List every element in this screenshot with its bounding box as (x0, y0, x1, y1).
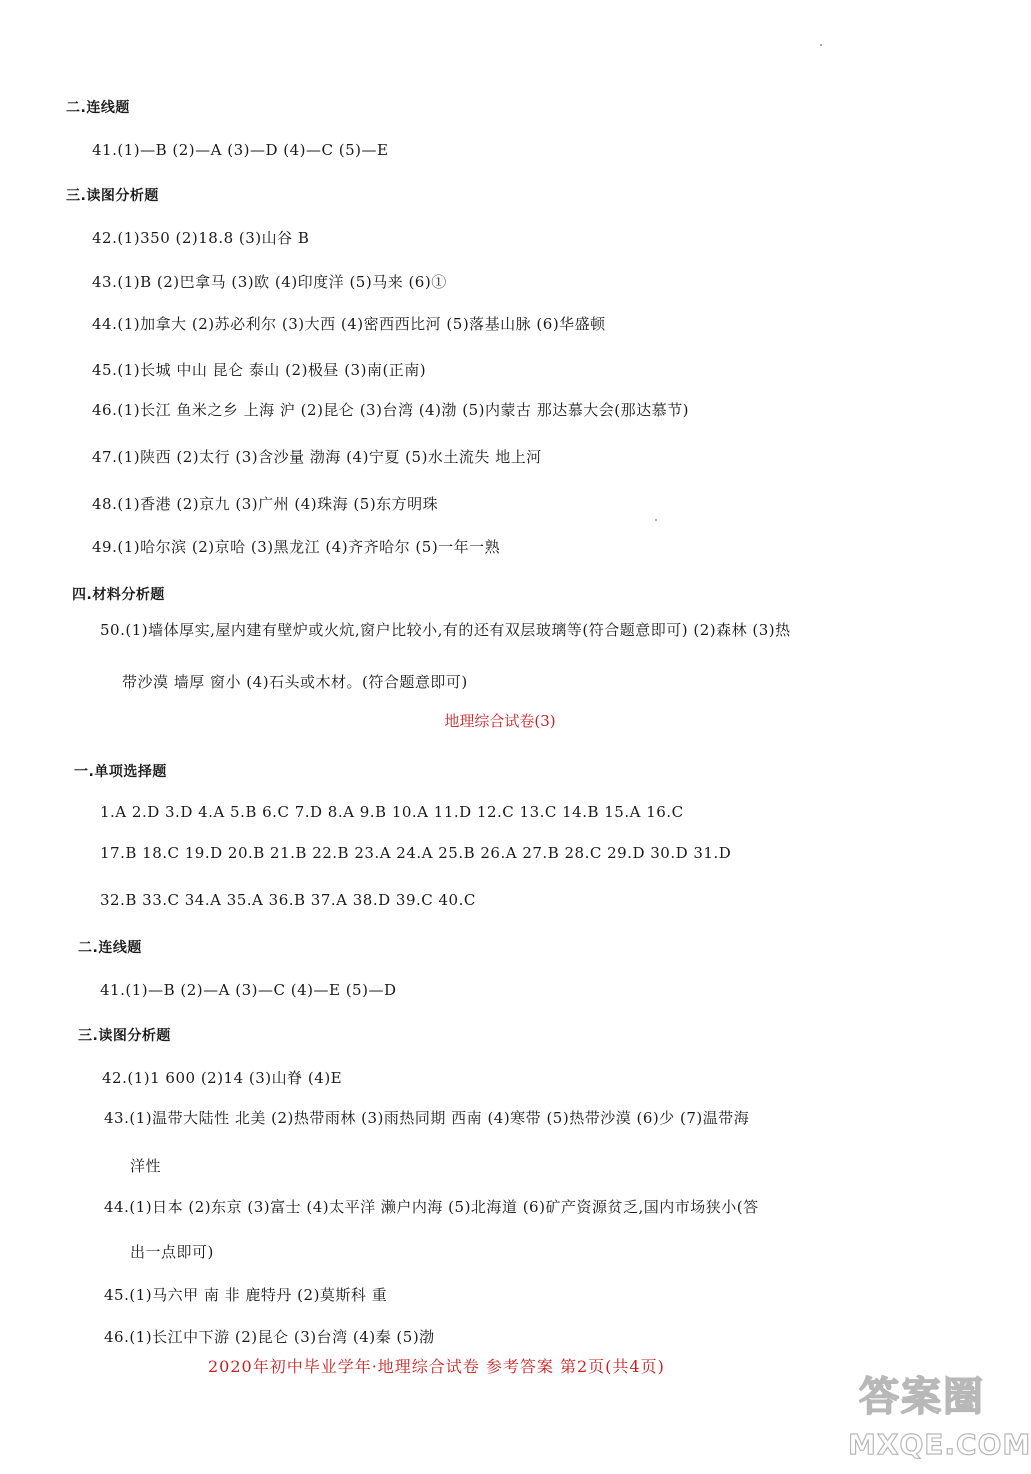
answer-q44: 44.(1)加拿大 (2)苏必利尔 (3)大西 (4)密西西比河 (5)落基山脉 (6)华盛顿 (92, 315, 606, 333)
answer-q45: 45.(1)长城 中山 昆仑 泰山 (2)极昼 (3)南(正南) (92, 361, 427, 379)
answer-3-q43-line1: 43.(1)温带大陆性 北美 (2)热带雨林 (3)雨热同期 西南 (4)寒带 (5)热带沙漠 (6)少 (7)温带海 (104, 1109, 750, 1127)
section-heading-matching: 二.连线题 (66, 100, 130, 116)
exam-title: 地理综合试卷(3) (444, 712, 556, 730)
answer-3-q44-line2: 出一点即可) (130, 1243, 214, 1261)
answer-3-q45: 45.(1)马六甲 南 非 鹿特丹 (2)莫斯科 重 (104, 1286, 388, 1304)
answer-q48: 48.(1)香港 (2)京九 (3)广州 (4)珠海 (5)东方明珠 (92, 495, 439, 513)
answer-3-q43-line2: 洋性 (130, 1157, 162, 1175)
answer-3-q42: 42.(1)1 600 (2)14 (3)山脊 (4)E (102, 1069, 343, 1087)
answer-q50-line1: 50.(1)墙体厚实,屋内建有壁炉或火炕,窗户比较小,有的还有双层玻璃等(符合题意即可) (2)森林 (3)热 (100, 621, 791, 639)
answer-3-q44-line1: 44.(1)日本 (2)东京 (3)富士 (4)太平洋 濑户内海 (5)北海道 (6)矿产资源贫乏,国内市场狭小(答 (104, 1198, 759, 1216)
answer-q43: 43.(1)B (2)巴拿马 (3)欧 (4)印度洋 (5)马来 (6)① (92, 273, 447, 291)
section-heading-material-analysis: 四.材料分析题 (72, 587, 165, 603)
answer-q46: 46.(1)长江 鱼米之乡 上海 沪 (2)昆仑 (3)台湾 (4)渤 (5)内蒙古 那达慕大会(那达慕节) (92, 401, 689, 419)
choice-answers-row1: 1.A 2.D 3.D 4.A 5.B 6.C 7.D 8.A 9.B 10.A 11.D 12.C 13.C 14.B 15.A 16.C (100, 803, 684, 821)
section-heading-map-analysis: 三.读图分析题 (66, 188, 159, 204)
answer-3-q41: 41.(1)—B (2)—A (3)—C (4)—E (5)—D (100, 981, 397, 999)
scan-speck (820, 44, 822, 46)
watermark-logo-text: 答案圈 (859, 1374, 985, 1420)
watermark-logo (848, 1374, 1031, 1470)
answer-q49: 49.(1)哈尔滨 (2)京哈 (3)黑龙江 (4)齐齐哈尔 (5)一年一熟 (92, 538, 501, 556)
choice-answers-row3: 32.B 33.C 34.A 35.A 36.B 37.A 38.D 39.C 40.C (100, 891, 476, 909)
section-heading-matching-3: 二.连线题 (78, 940, 142, 956)
answer-q50-line2: 带沙漠 墙厚 窗小 (4)石头或木材。(符合题意即可) (122, 673, 468, 691)
watermark-logo-domain: MXQE.COM (848, 1428, 1031, 1461)
answer-q41: 41.(1)—B (2)—A (3)—D (4)—C (5)—E (92, 141, 389, 159)
section-heading-map-analysis-3: 三.读图分析题 (78, 1028, 171, 1044)
answer-3-q46: 46.(1)长江中下游 (2)昆仑 (3)台湾 (4)秦 (5)渤 (104, 1328, 435, 1346)
answer-q47: 47.(1)陕西 (2)太行 (3)含沙量 渤海 (4)宁夏 (5)水土流失 地上河 (92, 448, 542, 466)
page-footer: 2020年初中毕业学年·地理综合试卷 参考答案 第2页(共4页) (208, 1357, 665, 1376)
scan-speck (655, 519, 657, 521)
section-heading-single-choice: 一.单项选择题 (74, 764, 167, 780)
choice-answers-row2: 17.B 18.C 19.D 20.B 21.B 22.B 23.A 24.A 25.B 26.A 27.B 28.C 29.D 30.D 31.D (100, 844, 732, 862)
answer-q42: 42.(1)350 (2)18.8 (3)山谷 B (92, 229, 310, 247)
